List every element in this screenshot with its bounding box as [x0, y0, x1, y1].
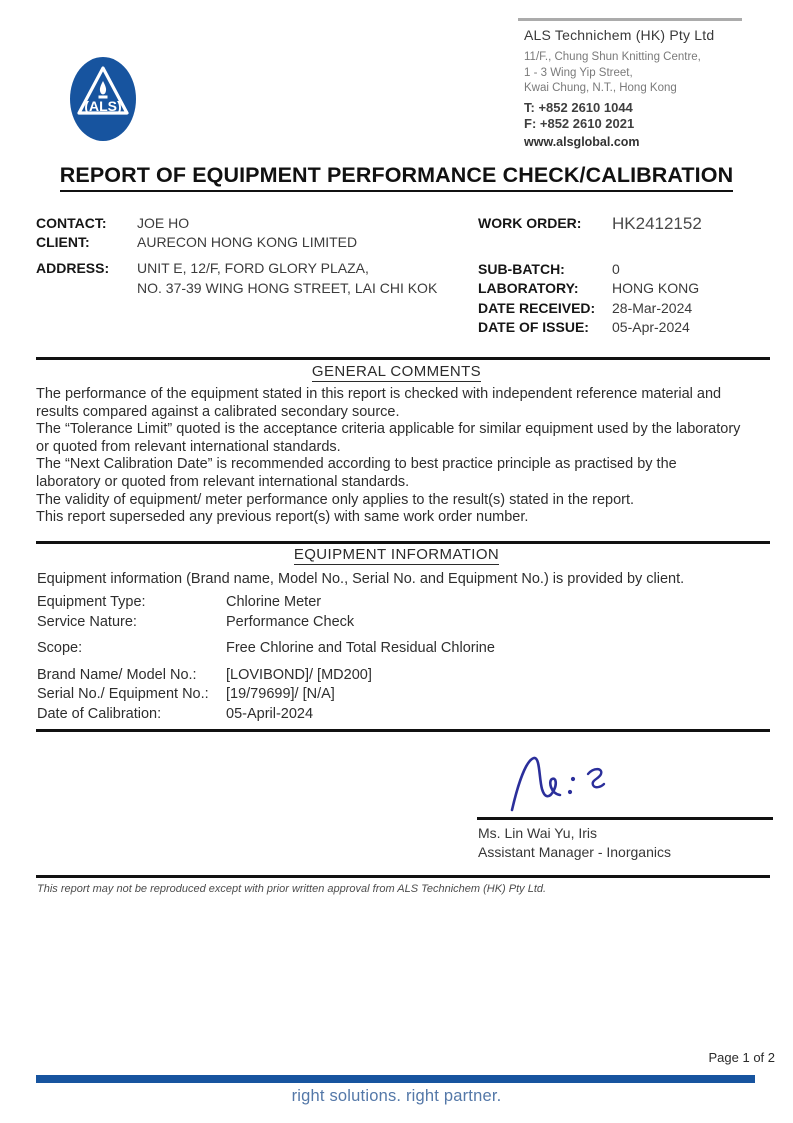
section-divider: [36, 357, 770, 360]
general-comments-heading: GENERAL COMMENTS: [311, 363, 482, 380]
address-label: ADDRESS:: [36, 260, 110, 276]
brand-footer-bar: [36, 1075, 755, 1083]
equipment-row-value: Chlorine Meter: [226, 594, 322, 610]
equipment-row-label: Equipment Type:: [37, 594, 146, 610]
equipment-info-rows: [37, 593, 757, 724]
equipment-row-label: Scope:: [37, 640, 83, 656]
equipment-row: [37, 705, 757, 725]
date-received-label: DATE RECEIVED:: [478, 300, 596, 316]
contact-label: CONTACT:: [36, 215, 107, 231]
section-divider: [36, 541, 770, 544]
company-address-line: 11/F., Chung Shun Knitting Centre,: [524, 51, 701, 63]
equipment-row-label: Serial No./ Equipment No.:: [37, 686, 209, 702]
work-order-label: WORK ORDER:: [478, 215, 582, 231]
comment-paragraph: The validity of equipment/ meter performance only applies to the result(s) stated in the report.: [36, 491, 635, 508]
equipment-row: [37, 613, 757, 633]
equipment-row-value: Performance Check: [226, 613, 355, 630]
als-logo-text: (ALS): [84, 98, 122, 114]
signatory-block: [478, 824, 671, 862]
equipment-row: [37, 685, 757, 705]
sub-batch-label: SUB-BATCH:: [478, 261, 565, 277]
sub-batch-value: 0: [612, 261, 620, 277]
address-value-line1: UNIT E, 12/F, FORD GLORY PLAZA,: [137, 260, 369, 276]
laboratory-label: LABORATORY:: [478, 280, 579, 296]
equipment-row-value: [LOVIBOND]/ [MD200]: [226, 666, 372, 683]
equipment-row-label: Date of Calibration:: [37, 705, 162, 722]
company-website: www.alsglobal.com: [524, 134, 640, 149]
comment-paragraph: The “Next Calibration Date” is recommended according to best practice principle as practised by the laboratory or quoted from relevant international standards.: [36, 456, 677, 490]
comment-paragraph: The performance of the equipment stated in this report is checked with independent reference material and results compared against a calibrated secondary source.: [36, 386, 722, 420]
equipment-row-label: Service Nature:: [37, 613, 137, 630]
company-fax: F: +852 2610 2021: [524, 116, 635, 131]
company-address-line: 1 - 3 Wing Yip Street,: [524, 66, 633, 79]
equipment-row: [37, 666, 757, 686]
company-letterhead: [518, 18, 744, 149]
equipment-row-value: Free Chlorine and Total Residual Chlorine: [226, 640, 495, 656]
comment-paragraph: The “Tolerance Limit” quoted is the acceptance criteria applicable for similar equipment used by the laboratory or quoted from relevant international standards.: [36, 421, 741, 455]
client-label: CLIENT:: [36, 234, 90, 250]
client-value: AURECON HONG KONG LIMITED: [137, 234, 358, 250]
equipment-information-heading: EQUIPMENT INFORMATION: [293, 546, 500, 563]
equipment-row-value: 05-April-2024: [226, 705, 314, 722]
company-name: ALS Technichem (HK) Pty Ltd: [524, 27, 715, 43]
contact-value: JOE HO: [137, 215, 190, 231]
company-phone: T: +852 2610 1044: [524, 99, 633, 115]
section-divider: [36, 729, 770, 732]
als-logo-icon: [70, 57, 136, 141]
comment-paragraph: This report superseded any previous report(s) with same work order number.: [36, 509, 529, 526]
general-comments-body: [36, 386, 742, 527]
footer-divider: [36, 875, 770, 878]
date-of-issue-label: DATE OF ISSUE:: [478, 319, 589, 335]
signature-scribble: [508, 748, 618, 818]
equipment-row-value: [19/79699]/ [N/A]: [226, 686, 335, 702]
date-received-value: 28-Mar-2024: [612, 300, 693, 316]
signatory-name: Ms. Lin Wai Yu, Iris: [478, 825, 598, 841]
equipment-row: [37, 639, 757, 659]
page-number: Page 1 of 2: [708, 1050, 775, 1065]
work-order-value: HK2412152: [612, 214, 702, 233]
reproduction-disclaimer: This report may not be reproduced except with prior written approval from ALS Technichem (HK) Pty Ltd.: [37, 883, 547, 895]
company-address-line: Kwai Chung, N.T., Hong Kong: [524, 82, 677, 94]
equipment-row-label: Brand Name/ Model No.:: [37, 666, 197, 683]
address-value-line2: NO. 37-39 WING HONG STREET, LAI CHI KOK: [137, 280, 438, 296]
page-title: REPORT OF EQUIPMENT PERFORMANCE CHECK/CALIBRATION: [0, 163, 793, 192]
letterhead-divider: [518, 18, 742, 21]
signatory-title: Assistant Manager - Inorganics: [478, 844, 671, 860]
signature-line: [477, 817, 773, 820]
equipment-info-intro: Equipment information (Brand name, Model No., Serial No. and Equipment No.) is provided by client.: [37, 571, 685, 587]
laboratory-value: HONG KONG: [612, 280, 700, 296]
equipment-row: [37, 593, 757, 613]
date-of-issue-value: 05-Apr-2024: [612, 319, 690, 335]
brand-tagline: right solutions. right partner.: [291, 1087, 502, 1105]
